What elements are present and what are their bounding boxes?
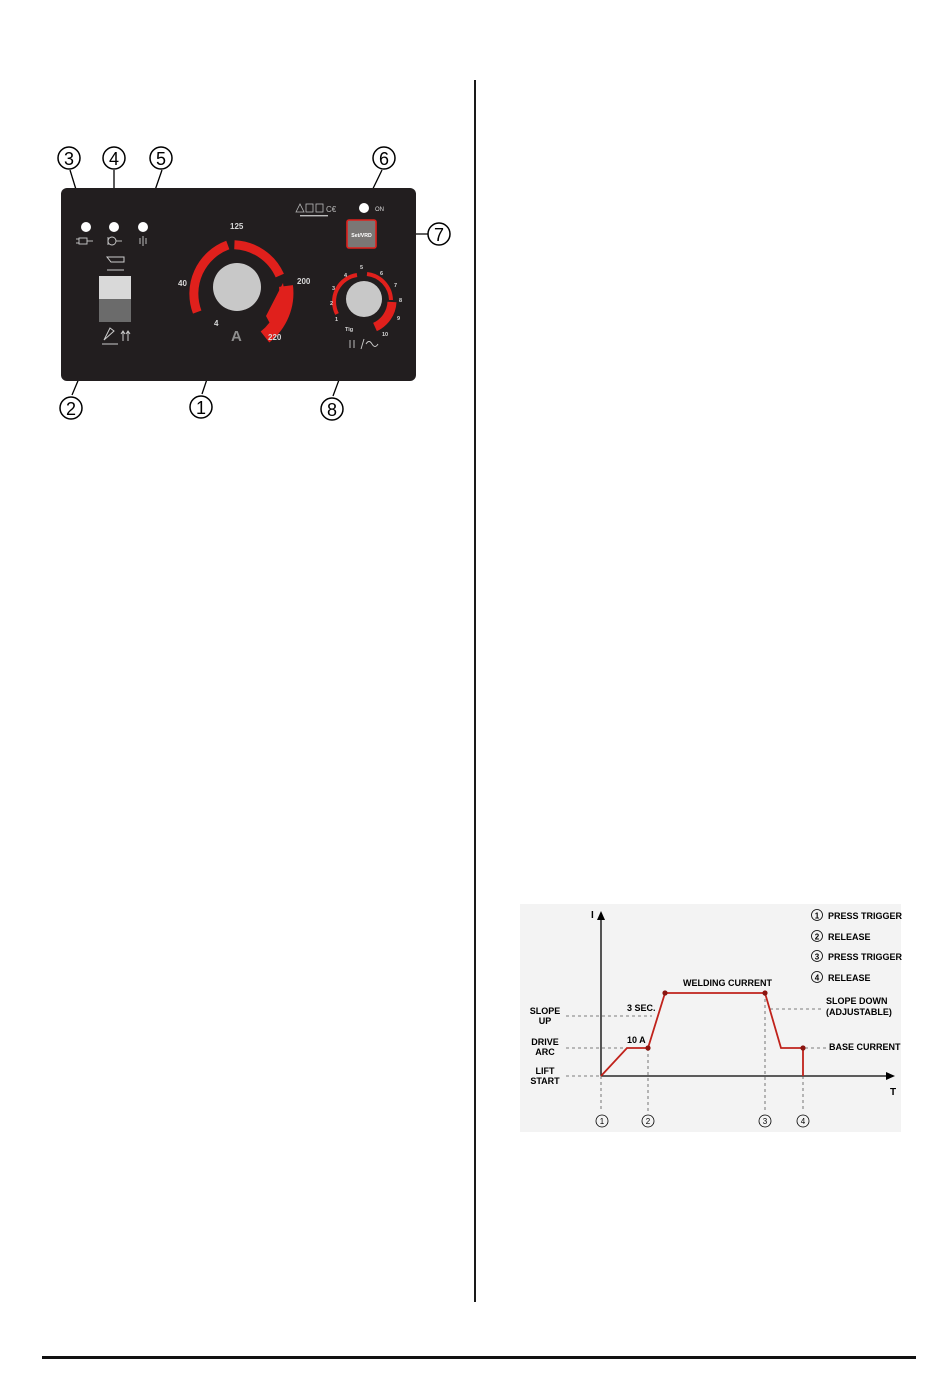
arc-scale-6: 6: [380, 271, 384, 277]
svg-text:C€: C€: [326, 205, 337, 214]
on-label: ON: [375, 207, 384, 213]
svg-text:1: 1: [814, 911, 820, 921]
svg-text:1: 1: [599, 1117, 605, 1126]
scale-label-200: 200: [297, 277, 311, 286]
arc-scale-4: 4: [344, 273, 348, 279]
svg-text:4: 4: [814, 973, 820, 983]
svg-text:PRESS TRIGGER: PRESS TRIGGER: [828, 911, 903, 921]
scale-label-4: 4: [214, 319, 219, 328]
drive-arc-label-1: DRIVE: [531, 1037, 559, 1047]
svg-text:2: 2: [814, 932, 820, 942]
arc-scale-1: 1: [335, 317, 339, 323]
three-sec-label: 3 SEC.: [627, 1003, 656, 1013]
lift-start-label-2: START: [530, 1076, 560, 1086]
slope-up-label-2: UP: [538, 1016, 552, 1026]
slope-down-label-1: SLOPE DOWN: [826, 996, 888, 1006]
arc-mode-label: Tig: [345, 327, 354, 333]
press-trigger-point: [762, 990, 767, 995]
amps-unit-label: A: [231, 328, 242, 345]
x-axis-label: T: [890, 1087, 897, 1098]
base-current-label: BASE CURRENT: [829, 1042, 901, 1052]
svg-text:2: 2: [65, 399, 77, 419]
drive-arc-label-2: ARC: [535, 1047, 555, 1057]
arc-scale-8: 8: [399, 298, 403, 304]
svg-text:PRESS TRIGGER: PRESS TRIGGER: [828, 952, 903, 962]
svg-text:4: 4: [800, 1117, 806, 1126]
svg-text:3: 3: [63, 149, 75, 169]
release-point: [645, 1045, 650, 1050]
svg-text:1: 1: [195, 398, 207, 418]
svg-text:7: 7: [433, 225, 445, 245]
welding-current-start-point: [662, 990, 667, 995]
scale-label-220: 220: [268, 333, 282, 342]
svg-text:3: 3: [762, 1117, 768, 1126]
svg-text:5: 5: [155, 149, 167, 169]
svg-text:8: 8: [326, 400, 338, 420]
svg-text:RELEASE: RELEASE: [828, 932, 871, 942]
svg-text:RELEASE: RELEASE: [828, 973, 871, 983]
lift-start-label-1: LIFT: [535, 1066, 555, 1076]
scale-label-40: 40: [178, 279, 187, 288]
ten-amp-label: 10 A: [627, 1035, 646, 1045]
svg-text:Set/VRD: Set/VRD: [351, 233, 372, 239]
arc-scale-7: 7: [394, 283, 398, 289]
arc-scale-3: 3: [332, 286, 336, 292]
arc-scale-5: 5: [360, 265, 364, 271]
arc-scale-2: 2: [330, 301, 334, 307]
arc-scale-9: 9: [397, 316, 401, 322]
slope-up-label-1: SLOPE: [529, 1006, 561, 1016]
svg-text:2: 2: [645, 1117, 651, 1126]
slope-down-label-2: (ADJUSTABLE): [826, 1007, 892, 1017]
y-axis-label: I: [591, 910, 594, 921]
welding-current-label: WELDING CURRENT: [683, 978, 772, 988]
svg-text:6: 6: [378, 149, 390, 169]
base-current-point: [800, 1045, 805, 1050]
arc-scale-10: 10: [382, 332, 389, 338]
scale-label-125: 125: [230, 222, 244, 231]
svg-text:3: 3: [814, 952, 820, 962]
svg-text:4: 4: [108, 149, 120, 169]
footer-rule: [42, 1356, 916, 1359]
